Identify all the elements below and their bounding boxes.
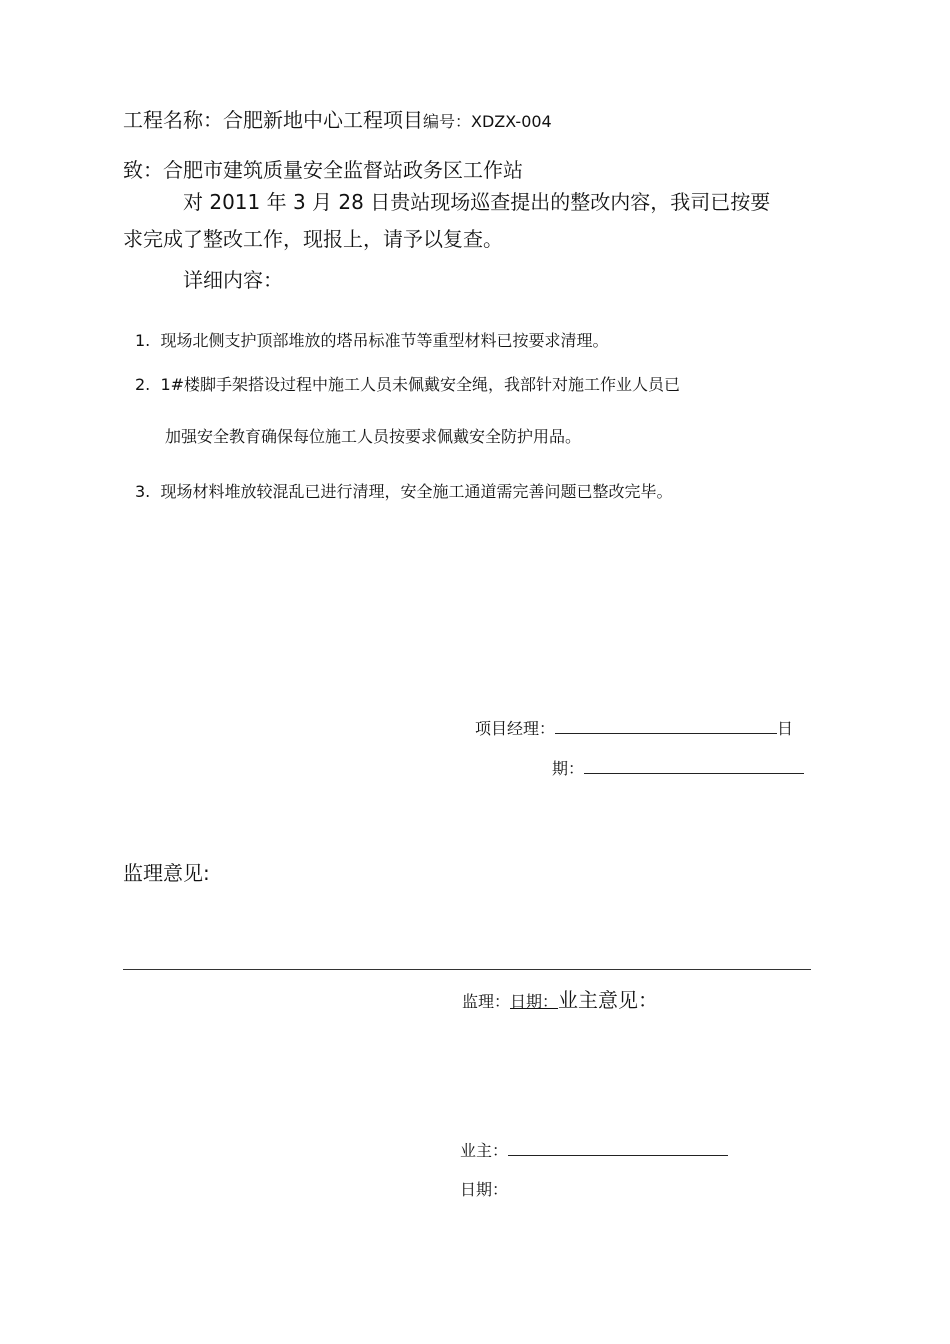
date-char-1: 日 (777, 719, 794, 738)
owner-signature-blank[interactable] (508, 1139, 728, 1156)
manager-date-line (552, 756, 804, 779)
list-item (135, 372, 680, 395)
owner-date-label: 日期： (460, 1180, 509, 1199)
supervision-heading: 监理意见: (123, 861, 210, 885)
manager-label: 项目经理： (475, 719, 556, 738)
item-text: 现场材料堆放较混乱已进行清理，安全施工通道需完善问题已整改完毕。 (160, 482, 673, 501)
details-heading: 详细内容： (183, 268, 283, 292)
supervision-signature-line (462, 984, 658, 1013)
item-number: 2. (135, 375, 151, 394)
manager-date-blank[interactable] (584, 757, 804, 774)
list-item (135, 328, 608, 351)
recipient: 致：合肥市建筑质量安全监督站政务区工作站 (123, 158, 523, 182)
manager-signature-line (475, 716, 793, 739)
document-code: XDZX-004 (471, 112, 552, 131)
item-text: 现场北侧支护顶部堆放的塔吊标准节等重型材料已按要求清理。 (160, 331, 609, 350)
item-number: 1. (135, 331, 151, 350)
document-code-label: 编号： (423, 112, 472, 131)
date-char-2: 期： (552, 759, 585, 778)
manager-signature-blank[interactable] (555, 717, 777, 734)
intro-line-1: 对 2011 年 3 月 28 日贵站现场巡查提出的整改内容，我司已按要 (183, 190, 771, 214)
item-number: 3. (135, 482, 151, 501)
list-item-continuation: 加强安全教育确保每位施工人员按要求佩戴安全防护用品。 (165, 427, 582, 446)
list-item (135, 479, 672, 502)
supervisor-label: 监理： (462, 992, 511, 1011)
supervisor-date-label[interactable]: 日期： (510, 992, 559, 1011)
project-name-line (123, 104, 552, 133)
project-name: 工程名称：合肥新地中心工程项目 (123, 108, 423, 132)
owner-opinion-heading: 业主意见： (558, 988, 659, 1012)
divider (123, 969, 811, 970)
intro-line-2: 求完成了整改工作，现报上，请予以复查。 (123, 227, 503, 251)
owner-label: 业主： (460, 1141, 509, 1160)
owner-signature-line (460, 1138, 728, 1161)
item-text: 1#楼脚手架搭设过程中施工人员未佩戴安全绳，我部针对施工作业人员已 (160, 375, 681, 394)
